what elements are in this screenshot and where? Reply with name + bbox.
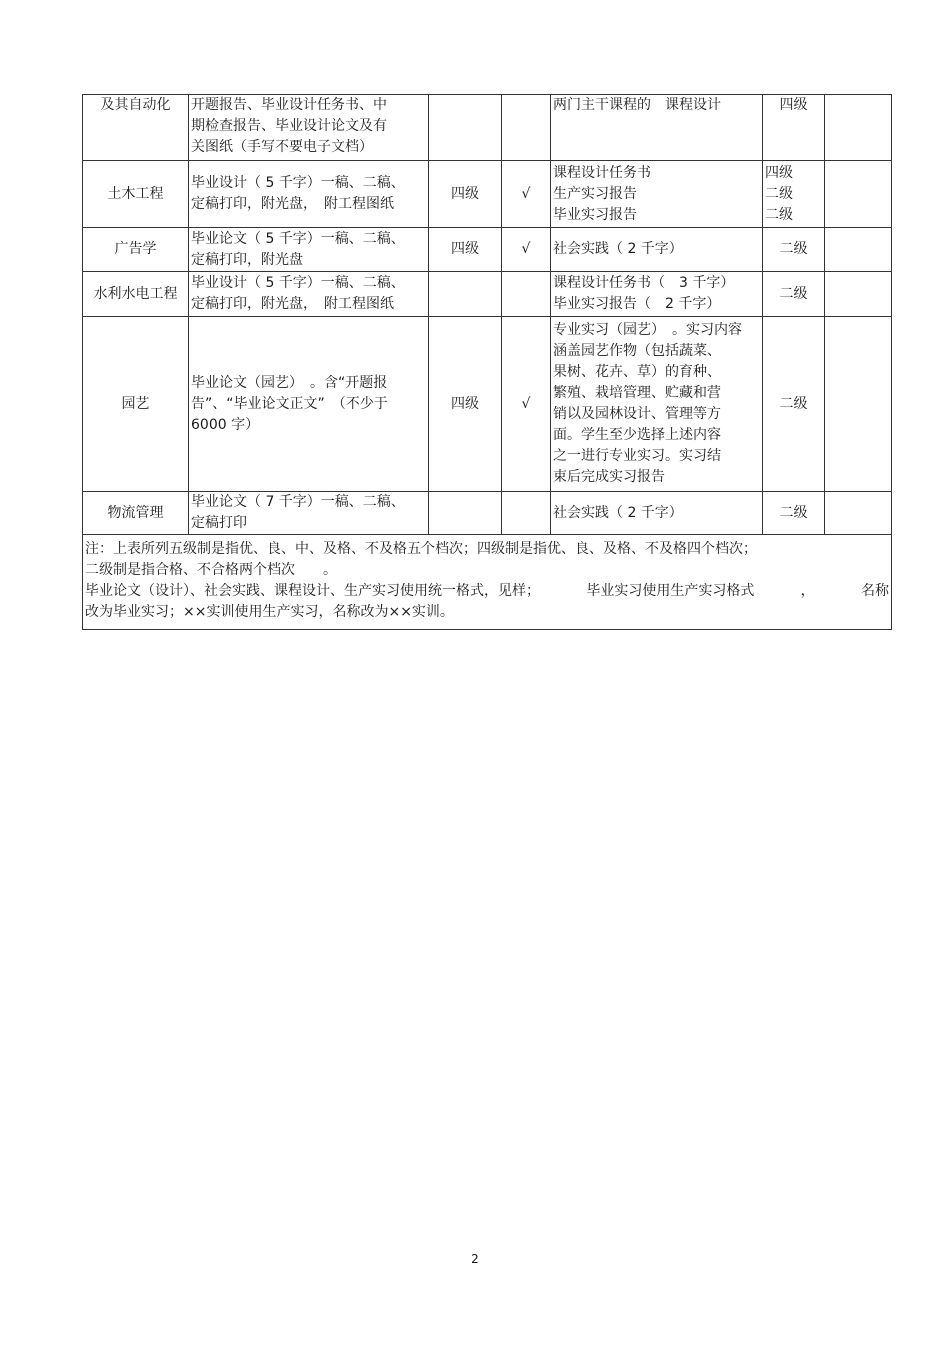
cell-line: 销以及园林设计、管理等方 [553, 406, 721, 422]
thesis-grade-cell [429, 492, 502, 535]
cell-line: 毕业实习报告 [553, 206, 637, 223]
cell-line: 二级 [765, 185, 793, 202]
cell-line: 课程设计任务书（ 3 千字） [553, 275, 735, 291]
thesis-cell [189, 161, 429, 228]
thesis-cell [189, 95, 429, 161]
cell-line: 定稿打印 [191, 515, 247, 531]
cell-line: 面。学生至少选择上述内容 [553, 427, 721, 443]
check-mark-cell [502, 95, 551, 161]
cell-line: 社会实践（ 2 千字） [553, 504, 683, 521]
cell-line: 果树、花卉、草）的育种、 [553, 364, 721, 380]
cell-line: 毕业论文（园艺） 。含“开题报 [191, 374, 388, 391]
practice-cell [551, 95, 763, 161]
cell-line: 关图纸（手写不要电子文档） [191, 139, 373, 155]
thesis-grade-cell: 四级 [429, 161, 502, 228]
check-mark-cell: √ [502, 228, 551, 272]
cell-line: 束后完成实习报告 [553, 469, 665, 485]
note-cell [83, 535, 892, 630]
empty-cell [825, 95, 892, 161]
cell-line: 社会实践（ 2 千字） [553, 241, 683, 257]
cell-line: 二级 [765, 206, 793, 223]
cell-line: 生产实习报告 [553, 185, 637, 202]
thesis-cell [189, 228, 429, 272]
practice-cell [551, 272, 763, 317]
empty-cell [825, 228, 892, 272]
thesis-grade-cell [429, 95, 502, 161]
cell-line: 毕业实习报告（ 2 千字） [553, 296, 721, 312]
check-mark-cell: √ [502, 161, 551, 228]
practice-cell [551, 317, 763, 492]
thesis-cell [189, 272, 429, 317]
empty-cell [825, 161, 892, 228]
cell-line: 四级 [765, 164, 793, 181]
table-row [83, 228, 892, 272]
note-segment: 毕业实习使用生产实习格式 [586, 583, 755, 599]
cell-line: 毕业设计（ 5 千字）一稿、二稿、 [191, 175, 405, 191]
check-mark-cell [502, 492, 551, 535]
thesis-cell [189, 317, 429, 492]
empty-cell [825, 492, 892, 535]
practice-grade-cell [763, 317, 825, 492]
practice-grade-cell [763, 161, 825, 228]
cell-line: 二级 [779, 395, 808, 412]
cell-line: 告”、“毕业论文正文” （不少于 [191, 395, 388, 412]
table-row [83, 317, 892, 492]
cell-line: 期检查报告、毕业设计论文及有 [191, 118, 387, 134]
cell-line: 二级 [779, 285, 808, 302]
cell-line: 两门主干课程的 课程设计 [553, 97, 721, 113]
practice-grade-cell [763, 95, 825, 161]
cell-line: 涵盖园艺作物（包括蔬菜、 [553, 343, 721, 359]
note-segment: ， [800, 583, 815, 599]
thesis-grade-cell: 四级 [429, 228, 502, 272]
table-row [83, 272, 892, 317]
empty-cell [825, 272, 892, 317]
empty-cell [825, 317, 892, 492]
thesis-cell [189, 492, 429, 535]
cell-line: 毕业设计（ 5 千字）一稿、二稿、 [191, 275, 405, 291]
cell-line: 定稿打印，附光盘 [191, 251, 303, 268]
page-number: 2 [471, 1252, 479, 1266]
cell-line: 定稿打印，附光盘， 附工程图纸 [191, 196, 394, 212]
cell-line: 之一进行专业实习。实习结 [553, 448, 721, 464]
major-cell: 水利水电工程 [83, 272, 189, 317]
note-segment: 名称 [860, 583, 889, 599]
table-row [83, 161, 892, 228]
cell-line: 专业实习（园艺） 。实习内容 [553, 322, 742, 338]
cell-line: 繁殖、栽培管理、贮藏和营 [553, 385, 721, 401]
practice-grade-cell [763, 272, 825, 317]
table-row [83, 95, 892, 161]
table-row [83, 492, 892, 535]
practice-cell [551, 228, 763, 272]
cell-line: 毕业论文（ 7 千字）一稿、二稿、 [191, 494, 405, 510]
major-cell: 土木工程 [83, 161, 189, 228]
check-mark-cell: √ [502, 317, 551, 492]
note-line: 二级制是指合格、不合格两个档次 。 [85, 562, 337, 578]
cell-line: 课程设计任务书 [553, 164, 651, 181]
cell-line: 6000 字） [191, 416, 260, 433]
thesis-grade-cell [429, 272, 502, 317]
note-row [83, 535, 892, 630]
practice-cell [551, 492, 763, 535]
cell-line: 二级 [779, 241, 808, 257]
practice-cell [551, 161, 763, 228]
thesis-grade-cell: 四级 [429, 317, 502, 492]
cell-line: 开题报告、毕业设计任务书、中 [191, 97, 387, 113]
note-line: 注：上表所列五级制是指优、良、中、及格、不及格五个档次；四级制是指优、良、及格、不及格四个档次； [85, 541, 757, 557]
note-line [85, 581, 889, 602]
note-line: 改为毕业实习；××实训使用生产实习，名称改为××实训。 [85, 604, 454, 620]
major-cell: 园艺 [83, 317, 189, 492]
cell-line: 定稿打印，附光盘， 附工程图纸 [191, 296, 394, 312]
major-cell: 物流管理 [83, 492, 189, 535]
requirements-table [82, 94, 892, 630]
major-cell: 广告学 [83, 228, 189, 272]
cell-line: 四级 [779, 97, 808, 113]
note-segment: 毕业论文（设计）、社会实践、课程设计、生产实习使用统一格式，见样； [85, 583, 540, 599]
cell-line: 二级 [779, 504, 808, 521]
practice-grade-cell [763, 492, 825, 535]
practice-grade-cell [763, 228, 825, 272]
major-cell: 及其自动化 [83, 95, 189, 161]
cell-line: 毕业论文（ 5 千字）一稿、二稿、 [191, 230, 405, 247]
check-mark-cell [502, 272, 551, 317]
